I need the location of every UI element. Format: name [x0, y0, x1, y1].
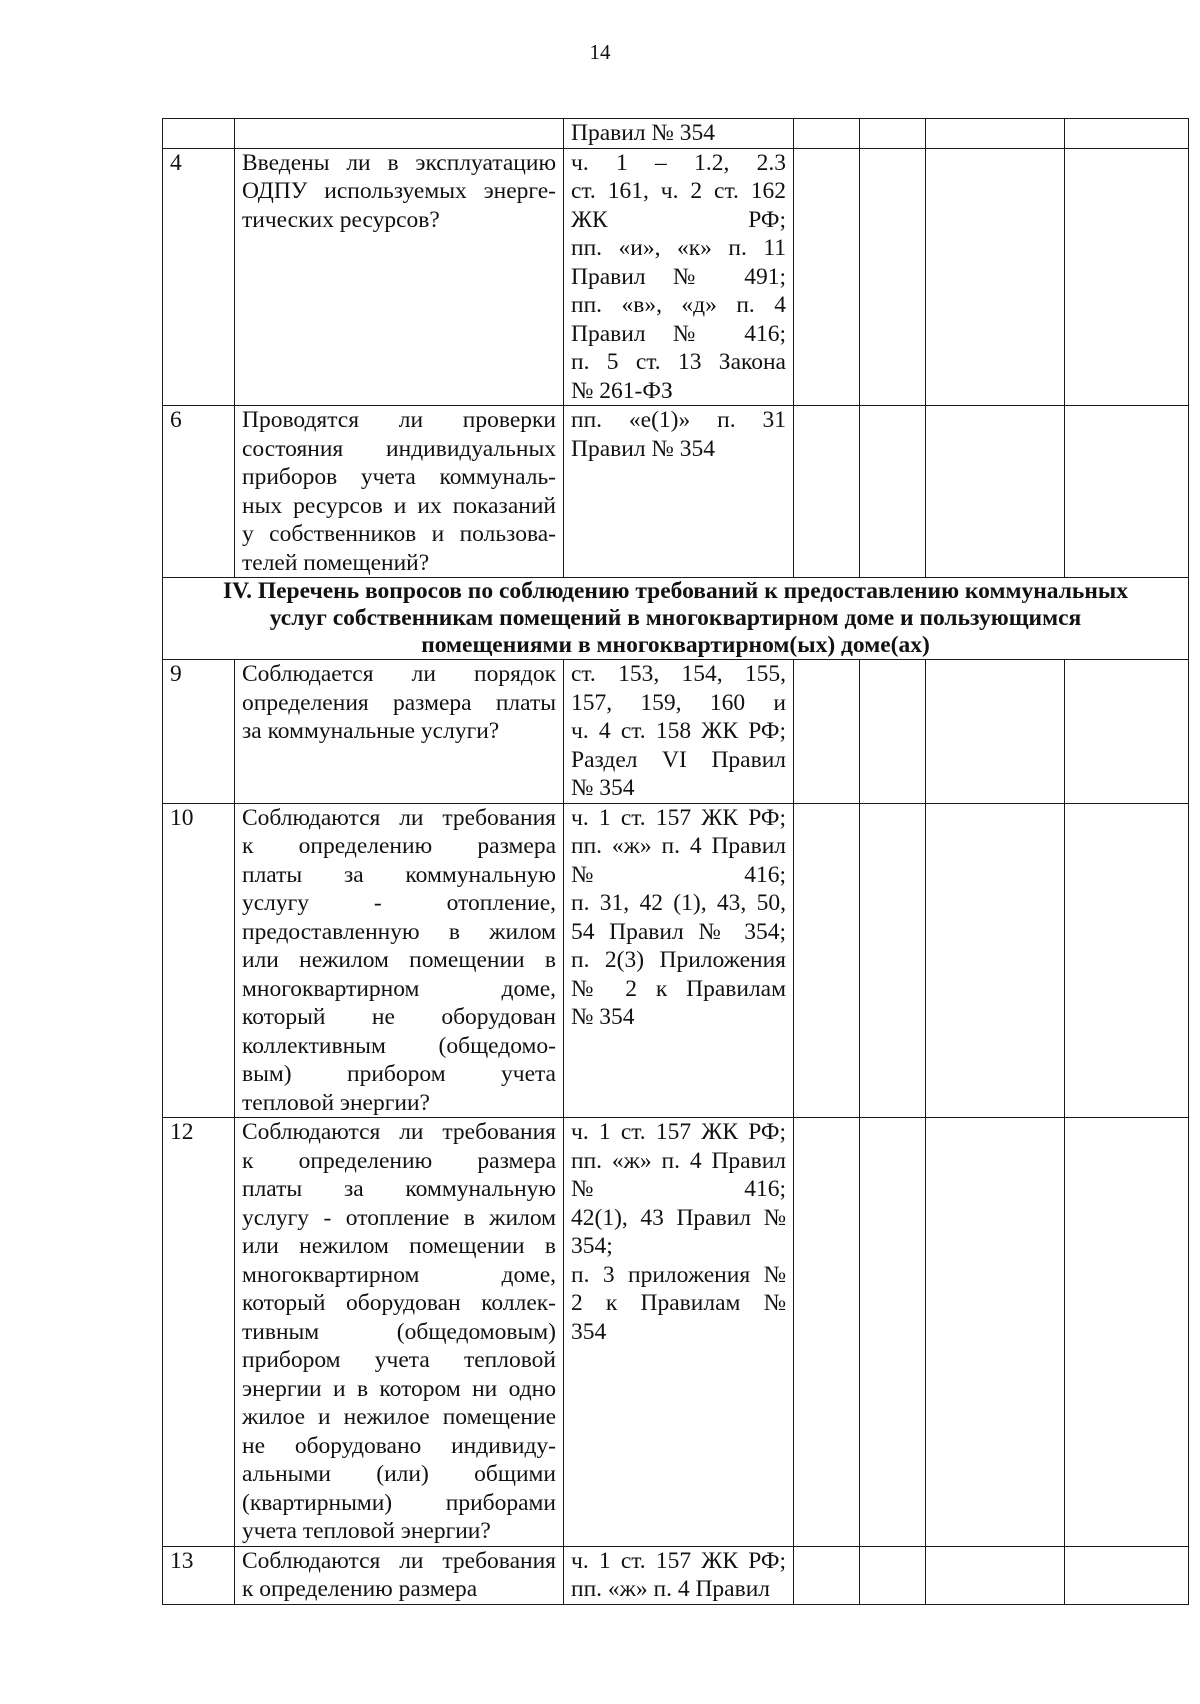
text-line: вым) прибором учета — [242, 1061, 556, 1087]
empty-cell — [860, 1546, 926, 1604]
text-line: у собственников и пользова- — [242, 521, 556, 547]
empty-cell — [926, 803, 1065, 1118]
text-line: платы за коммунальную — [242, 861, 556, 888]
text-line: предоставленную в жилом — [242, 918, 556, 945]
text-line: № 2 к Правилам — [571, 975, 786, 1002]
empty-cell — [860, 803, 926, 1118]
question-cell — [235, 406, 564, 578]
empty-cell — [1065, 660, 1189, 804]
empty-cell — [794, 1118, 860, 1547]
text-line: п. 31, 42 (1), 43, 50, — [571, 890, 786, 916]
text-line: п. 5 ст. 13 Закона — [571, 349, 786, 375]
reference-cell — [564, 148, 794, 406]
text-line: № 416; — [571, 861, 786, 888]
text-line: к определению размера — [242, 833, 556, 859]
reference-cell — [564, 660, 794, 804]
text-line: пп. «в», «д» п. 4 — [571, 292, 786, 318]
empty-cell — [926, 1546, 1065, 1604]
text-line: ч. 1 – 1.2, 2.3 — [571, 149, 786, 176]
empty-cell — [1065, 803, 1189, 1118]
empty-cell — [926, 660, 1065, 804]
text-line: п. 3 приложения № — [571, 1261, 786, 1288]
text-line: № 261-ФЗ — [571, 377, 673, 404]
text-line: (квартирными) приборами — [242, 1489, 556, 1516]
text-line: пп. «ж» п. 4 Правил — [571, 1147, 786, 1174]
text-line: услугу - отопление, — [242, 890, 556, 916]
question-cell — [235, 660, 564, 804]
section-title — [163, 578, 1189, 660]
text-line: телей помещений? — [242, 549, 430, 576]
empty-cell — [794, 406, 860, 578]
text-line: ч. 4 ст. 158 ЖК РФ; — [571, 718, 786, 744]
table-row — [163, 406, 1189, 578]
text-line: тических ресурсов? — [242, 206, 440, 233]
text-line: № 416; — [571, 1176, 786, 1202]
text-line: приборов учета коммуналь- — [242, 464, 556, 490]
table-row — [163, 660, 1189, 804]
empty-cell — [1065, 1118, 1189, 1547]
text-line: 54 Правил № 354; — [571, 918, 786, 945]
text-line: жилое и нежилое помещение — [242, 1404, 556, 1430]
reference-cell — [564, 1546, 794, 1604]
text-line: ч. 1 ст. 157 ЖК РФ; — [571, 1547, 786, 1574]
text-line: пп. «и», «к» п. 11 — [571, 235, 786, 261]
empty-cell — [794, 803, 860, 1118]
text-line: за коммунальные услуги? — [242, 718, 500, 744]
text-line: не оборудовано индивиду- — [242, 1432, 556, 1459]
text-line: п. 2(3) Приложения — [571, 947, 786, 973]
page-number: 14 — [589, 40, 611, 64]
text-line: Правил № 491; — [571, 263, 786, 290]
section-title-line: услуг собственникам помещений в многоквартирном доме и пользующимся — [269, 605, 1082, 631]
empty-cell — [926, 119, 1065, 149]
empty-cell — [1065, 406, 1189, 578]
text-line: ЖК РФ; — [571, 206, 786, 233]
empty-cell — [926, 1118, 1065, 1547]
text-line: к определению размера — [242, 1147, 556, 1174]
empty-cell — [794, 660, 860, 804]
empty-cell — [794, 1546, 860, 1604]
text-line: энергии и в котором ни одно — [242, 1375, 556, 1402]
empty-cell — [794, 119, 860, 149]
empty-cell — [860, 119, 926, 149]
question-cell — [235, 1118, 564, 1547]
text-line: Соблюдается ли порядок — [242, 661, 556, 687]
text-line: услугу - отопление в жилом — [242, 1204, 556, 1231]
section-title-line: IV. Перечень вопросов по соблюдению требований к предоставлению коммунальных — [223, 578, 1128, 604]
text-line: многоквартирном доме, — [242, 975, 556, 1002]
section-header-row — [163, 578, 1189, 660]
text-line: 354 — [571, 1318, 607, 1345]
text-line: который оборудован коллек- — [242, 1290, 556, 1316]
text-line: прибором учета тепловой — [242, 1347, 556, 1373]
reference-cell — [564, 803, 794, 1118]
text-line: пп. «е(1)» п. 31 — [571, 407, 786, 433]
text-line: № 354 — [571, 1004, 635, 1030]
question-cell — [235, 803, 564, 1118]
text-line: 42(1), 43 Правил № — [571, 1204, 786, 1231]
question-cell — [235, 1546, 564, 1604]
empty-cell — [860, 1118, 926, 1547]
text-line: ОДПУ используемых энерге- — [242, 178, 556, 204]
text-line: или нежилом помещении в — [242, 1233, 556, 1259]
text-line: учета тепловой энергии? — [242, 1518, 491, 1544]
row-number: 13 — [163, 1546, 235, 1604]
text-line: пп. «ж» п. 4 Правил — [571, 833, 786, 859]
row-number: 9 — [163, 660, 235, 804]
text-line: определения размера платы — [242, 689, 556, 716]
reference-cell — [564, 1118, 794, 1547]
text-line: Раздел VI Правил — [571, 746, 786, 773]
reference-cell: Правил № 354 — [564, 119, 794, 149]
text-line: Соблюдаются ли требования — [242, 804, 556, 831]
empty-cell — [1065, 119, 1189, 149]
text-line: многоквартирном доме, — [242, 1261, 556, 1288]
text-line: тивным (общедомовым) — [242, 1318, 556, 1345]
text-line: который не оборудован — [242, 1004, 556, 1030]
empty-cell — [794, 148, 860, 406]
text-line: Введены ли в эксплуатацию — [242, 149, 556, 176]
text-line: ст. 153, 154, 155, — [571, 661, 786, 687]
text-line: Правил № 354 — [571, 435, 715, 462]
empty-cell — [1065, 148, 1189, 406]
text-line: 157, 159, 160 и — [571, 689, 786, 716]
text-line: Правил № 416; — [571, 320, 786, 347]
table-row-continuation — [163, 119, 1189, 149]
table-row — [163, 1546, 1189, 1604]
table-row — [163, 148, 1189, 406]
text-line: альными (или) общими — [242, 1461, 556, 1487]
text-line: № 354 — [571, 775, 635, 801]
table-row — [163, 1118, 1189, 1547]
question-cell — [235, 148, 564, 406]
text-line: ных ресурсов и их показаний — [242, 492, 556, 519]
text-line: или нежилом помещении в — [242, 947, 556, 973]
table-row — [163, 803, 1189, 1118]
text-line: ст. 161, ч. 2 ст. 162 — [571, 178, 786, 204]
row-number — [163, 119, 235, 149]
text-line: 354; — [571, 1233, 613, 1259]
checklist-table — [162, 118, 1189, 1605]
question-cell — [235, 119, 564, 149]
row-number: 6 — [163, 406, 235, 578]
text-line: пп. «ж» п. 4 Правил — [571, 1576, 771, 1602]
text-line: 2 к Правилам № — [571, 1290, 786, 1316]
text-line: коллективным (общедомо- — [242, 1032, 556, 1059]
section-title-line: помещениями в многоквартирном(ых) доме(ах) — [421, 632, 930, 658]
empty-cell — [926, 148, 1065, 406]
empty-cell — [860, 148, 926, 406]
empty-cell — [1065, 1546, 1189, 1604]
empty-cell — [860, 660, 926, 804]
text-line: Соблюдаются ли требования — [242, 1119, 556, 1145]
text-line: тепловой энергии? — [242, 1089, 430, 1116]
text-line: состояния индивидуальных — [242, 435, 556, 462]
text-line: ч. 1 ст. 157 ЖК РФ; — [571, 1119, 786, 1145]
text-line: платы за коммунальную — [242, 1176, 556, 1202]
text-line: к определению размера — [242, 1576, 478, 1602]
empty-cell — [860, 406, 926, 578]
empty-cell — [926, 406, 1065, 578]
reference-cell — [564, 406, 794, 578]
row-number: 10 — [163, 803, 235, 1118]
text-line: Проводятся ли проверки — [242, 407, 556, 433]
text-line: ч. 1 ст. 157 ЖК РФ; — [571, 804, 786, 831]
row-number: 12 — [163, 1118, 235, 1547]
text-line: Соблюдаются ли требования — [242, 1547, 556, 1574]
row-number: 4 — [163, 148, 235, 406]
